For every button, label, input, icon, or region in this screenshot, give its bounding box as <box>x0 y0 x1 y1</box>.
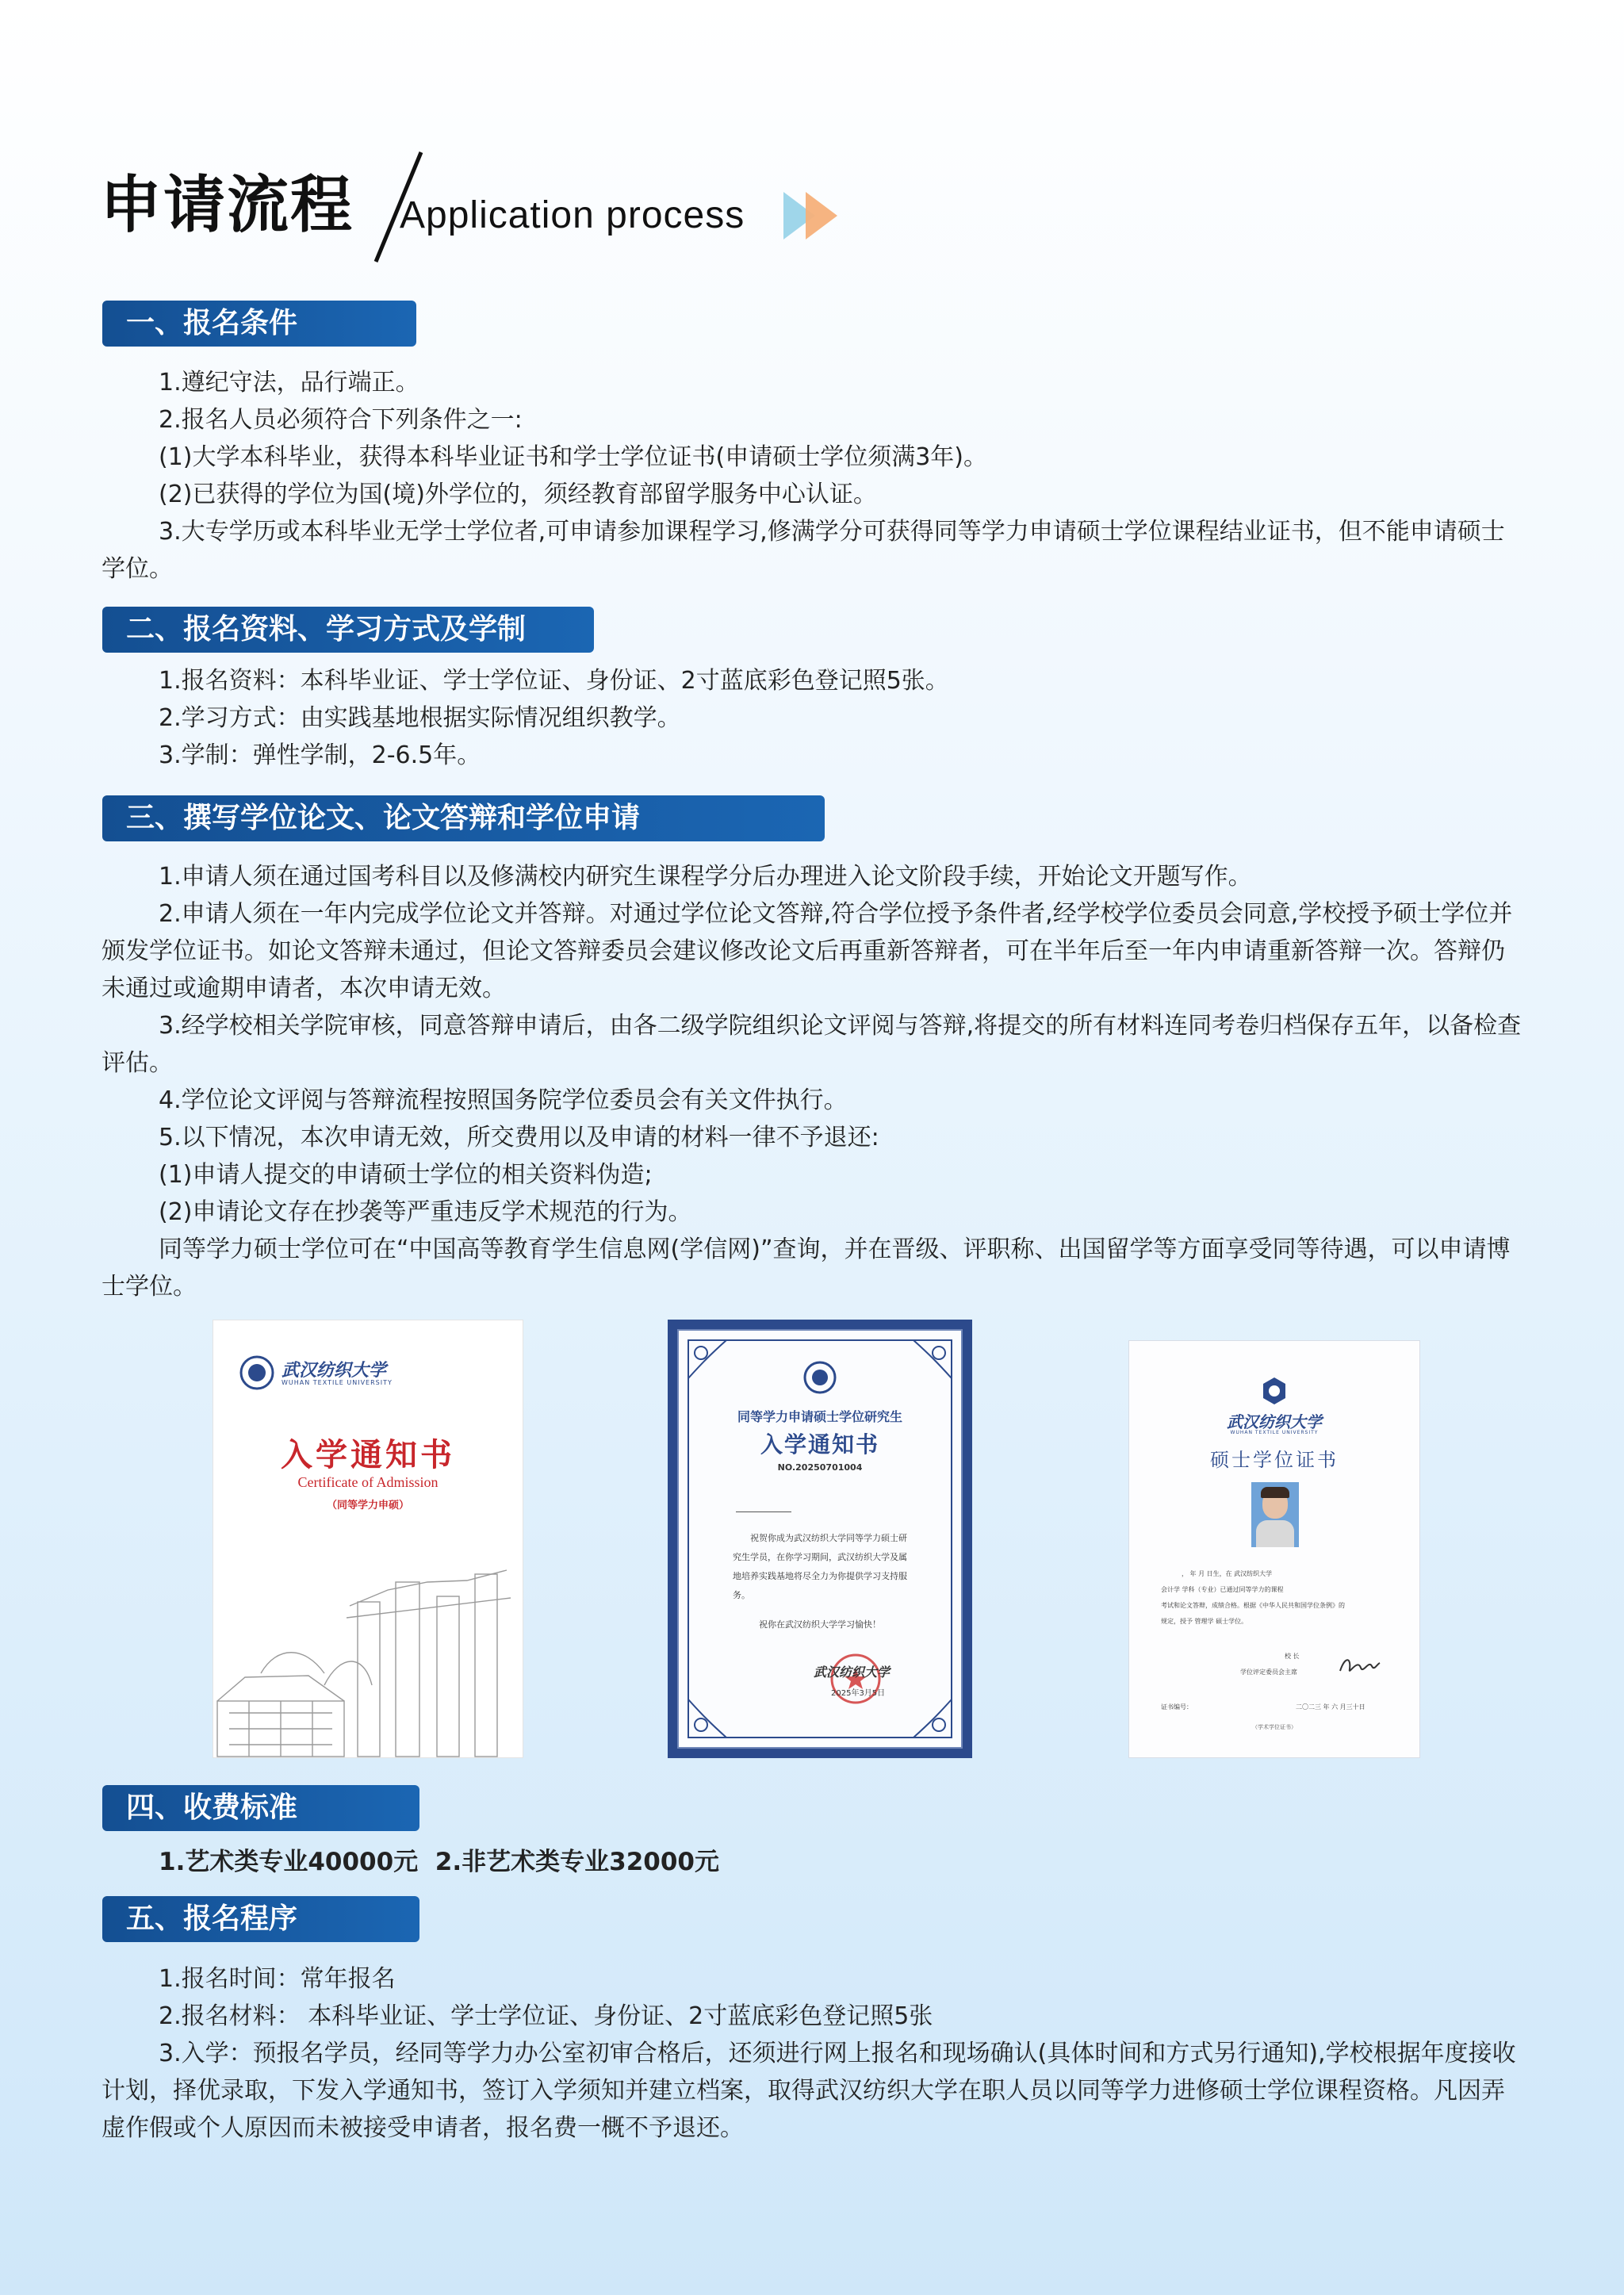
school-seal-icon <box>239 1355 274 1390</box>
page-title: 申请流程 <box>100 170 354 241</box>
certificate-footer: （学术学位证书） <box>1252 1724 1297 1730</box>
certificate-title: 硕士学位证书 <box>1210 1449 1339 1471</box>
campus-sketch-illustration <box>213 1558 523 1758</box>
list-item: (2)已获得的学位为国(境)外学位的，须经教育部留学服务中心认证。 <box>159 481 877 508</box>
school-name: 武汉纺织大学 <box>282 1360 387 1381</box>
list-item: 同等学力硕士学位可在“中国高等教育学生信息网(学信网)”查询，并在晋级、评职称、出国留学等方面享受同等待遇，可以申请博士学位。 <box>102 1236 1511 1301</box>
certificate-number-label: 证书编号： <box>1161 1703 1193 1711</box>
certificate-header: 同等学力申请硕士学位研究生 <box>737 1409 902 1424</box>
certificate-note: （同等学力申硕） <box>326 1500 409 1511</box>
list-item: 2.报名人员必须符合下列条件之一: <box>159 406 523 434</box>
section-title-registration-procedure: 五、报名程序 <box>102 1896 419 1942</box>
section-title-materials-study: 二、报名资料、学习方式及学制 <box>102 607 594 653</box>
certificate-line: 规定，授予 管理学 硕士学位。 <box>1161 1618 1248 1625</box>
list-item: 1.申请人须在通过国考科目以及修满校内研究生课程学分后办理进入论文阶段手续，开始论文开题写作。 <box>159 863 1252 891</box>
fee-item: 1.艺术类专业40000元 2.非艺术类专业32000元 <box>159 1848 719 1876</box>
list-item: 1.报名资料：本科毕业证、学士学位证、身份证、2寸蓝底彩色登记照5张。 <box>159 667 949 695</box>
page-header <box>100 151 893 270</box>
certificate-line: 考试和论文答辩，成绩合格。根据《中华人民共和国学位条例》的 <box>1161 1602 1345 1609</box>
certificate-body: 祝贺你成为武汉纺织大学同等学力硕士研究生学员，在你学习期间，武汉纺织大学及属地培养实践基地将尽全力为你提供学习支持服务。 <box>733 1533 907 1600</box>
list-item: 3.大专学历或本科毕业无学士学位者,可申请参加课程学习,修满学分可获得同等学力申请硕士学位课程结业证书，但不能申请硕士学位。 <box>102 518 1505 583</box>
list-item: 1.报名时间：常年报名 <box>159 1965 396 1993</box>
certificate-title: 入学通知书 <box>760 1431 879 1458</box>
certificate-line: ， 年 月 日生，在 武汉纺织大学 <box>1182 1570 1273 1577</box>
section-body-registration-conditions <box>102 364 1525 588</box>
section-body-thesis-defense <box>102 858 1525 1305</box>
list-item: 4.学位论文评阅与答辩流程按照国务院学位委员会有关文件执行。 <box>159 1086 848 1114</box>
president-label: 校 长 <box>1285 1653 1300 1660</box>
section-title-thesis-defense: 三、撰写学位论文、论文答辩和学位申请 <box>102 795 825 841</box>
list-item: 3.学制：弹性学制，2-6.5年。 <box>159 741 481 769</box>
section-title-registration-conditions: 一、报名条件 <box>102 301 416 347</box>
section-body-registration-procedure <box>102 1960 1525 2147</box>
certificate-number: NO.20250701004 <box>777 1462 863 1473</box>
certificate-date: 二〇二三 年 六 月三十日 <box>1296 1703 1365 1711</box>
list-item: 5.以下情况，本次申请无效，所交费用以及申请的材料一律不予退还: <box>159 1124 879 1151</box>
section-body-materials-study <box>102 662 1525 774</box>
list-item: 2.申请人须在一年内完成学位论文并答辩。对通过学位论文答辩,符合学位授予条件者,经学校学位委员会同意,学校授予硕士学位并颁发学位证书。如论文答辩未通过，但论文答辩委员会建议修改论文后再重新答辩者，可在半年后至一年内申请重新答辩一次。答辩仍未通过或逾期申请者，本次申请无效。 <box>102 900 1513 1002</box>
list-item: (1)大学本科毕业，获得本科毕业证书和学士学位证书(申请硕士学位须满3年)。 <box>159 443 987 471</box>
school-name: 武汉纺织大学 <box>1227 1412 1322 1431</box>
certificate-signature: 武汉纺织大学 <box>814 1665 891 1680</box>
list-item: 3.入学：预报名学员，经同等学力办公室初审合格后，还须进行网上报名和现场确认(具体时间和方式另行通知),学校根据年度接收计划，择优录取，下发入学通知书，签订入学须知并建立档案，取得武汉纺织大学在职人员以同等学力进修硕士学位课程资格。凡因弄虚作假或个人原因而未被接受申请者，报名费一概不予退还。 <box>102 2040 1516 2142</box>
certificate-admission-framed <box>668 1320 972 1758</box>
list-item: (2)申请论文存在抄袭等严重违反学术规范的行为。 <box>159 1198 692 1226</box>
page-subtitle: Application process <box>400 194 745 236</box>
certificate-title: 入学通知书 <box>281 1436 455 1473</box>
list-item: 1.遵纪守法，品行端正。 <box>159 369 419 397</box>
school-seal-icon <box>803 1361 837 1394</box>
certificate-wish: 祝你在武汉纺织大学学习愉快！ <box>759 1619 881 1630</box>
list-item: 2.报名材料： 本科毕业证、学士学位证、身份证、2寸蓝底彩色登记照5张 <box>159 2002 933 2030</box>
certificate-masters-degree <box>1128 1340 1420 1758</box>
school-name-en: WUHAN TEXTILE UNIVERSITY <box>1230 1430 1319 1435</box>
handwritten-signature <box>1337 1652 1381 1679</box>
school-emblem-icon <box>1259 1376 1289 1406</box>
certificate-subtitle: Certificate of Admission <box>297 1474 439 1490</box>
school-name-en: WUHAN TEXTILE UNIVERSITY <box>282 1379 393 1386</box>
section-title-fees: 四、收费标准 <box>102 1785 419 1831</box>
list-item: (1)申请人提交的申请硕士学位的相关资料伪造; <box>159 1161 653 1189</box>
list-item: 2.学习方式：由实践基地根据实际情况组织教学。 <box>159 704 681 732</box>
section-body-fees <box>102 1844 1525 1881</box>
certificate-date: 2025年3月5日 <box>831 1689 886 1698</box>
certificate-line: 会计学 学科（专业）已通过同等学力的课程 <box>1161 1586 1284 1593</box>
committee-chair-label: 学位评定委员会主席 <box>1240 1669 1297 1676</box>
name-blank-line <box>736 1511 791 1512</box>
blurred-photo <box>1251 1482 1299 1547</box>
certificate-admission-cover <box>213 1320 523 1758</box>
list-item: 3.经学校相关学院审核，同意答辩申请后，由各二级学院组织论文评阅与答辩,将提交的所有材料连同考卷归档保存五年，以备检查评估。 <box>102 1012 1522 1077</box>
double-arrow-icon <box>783 192 845 239</box>
